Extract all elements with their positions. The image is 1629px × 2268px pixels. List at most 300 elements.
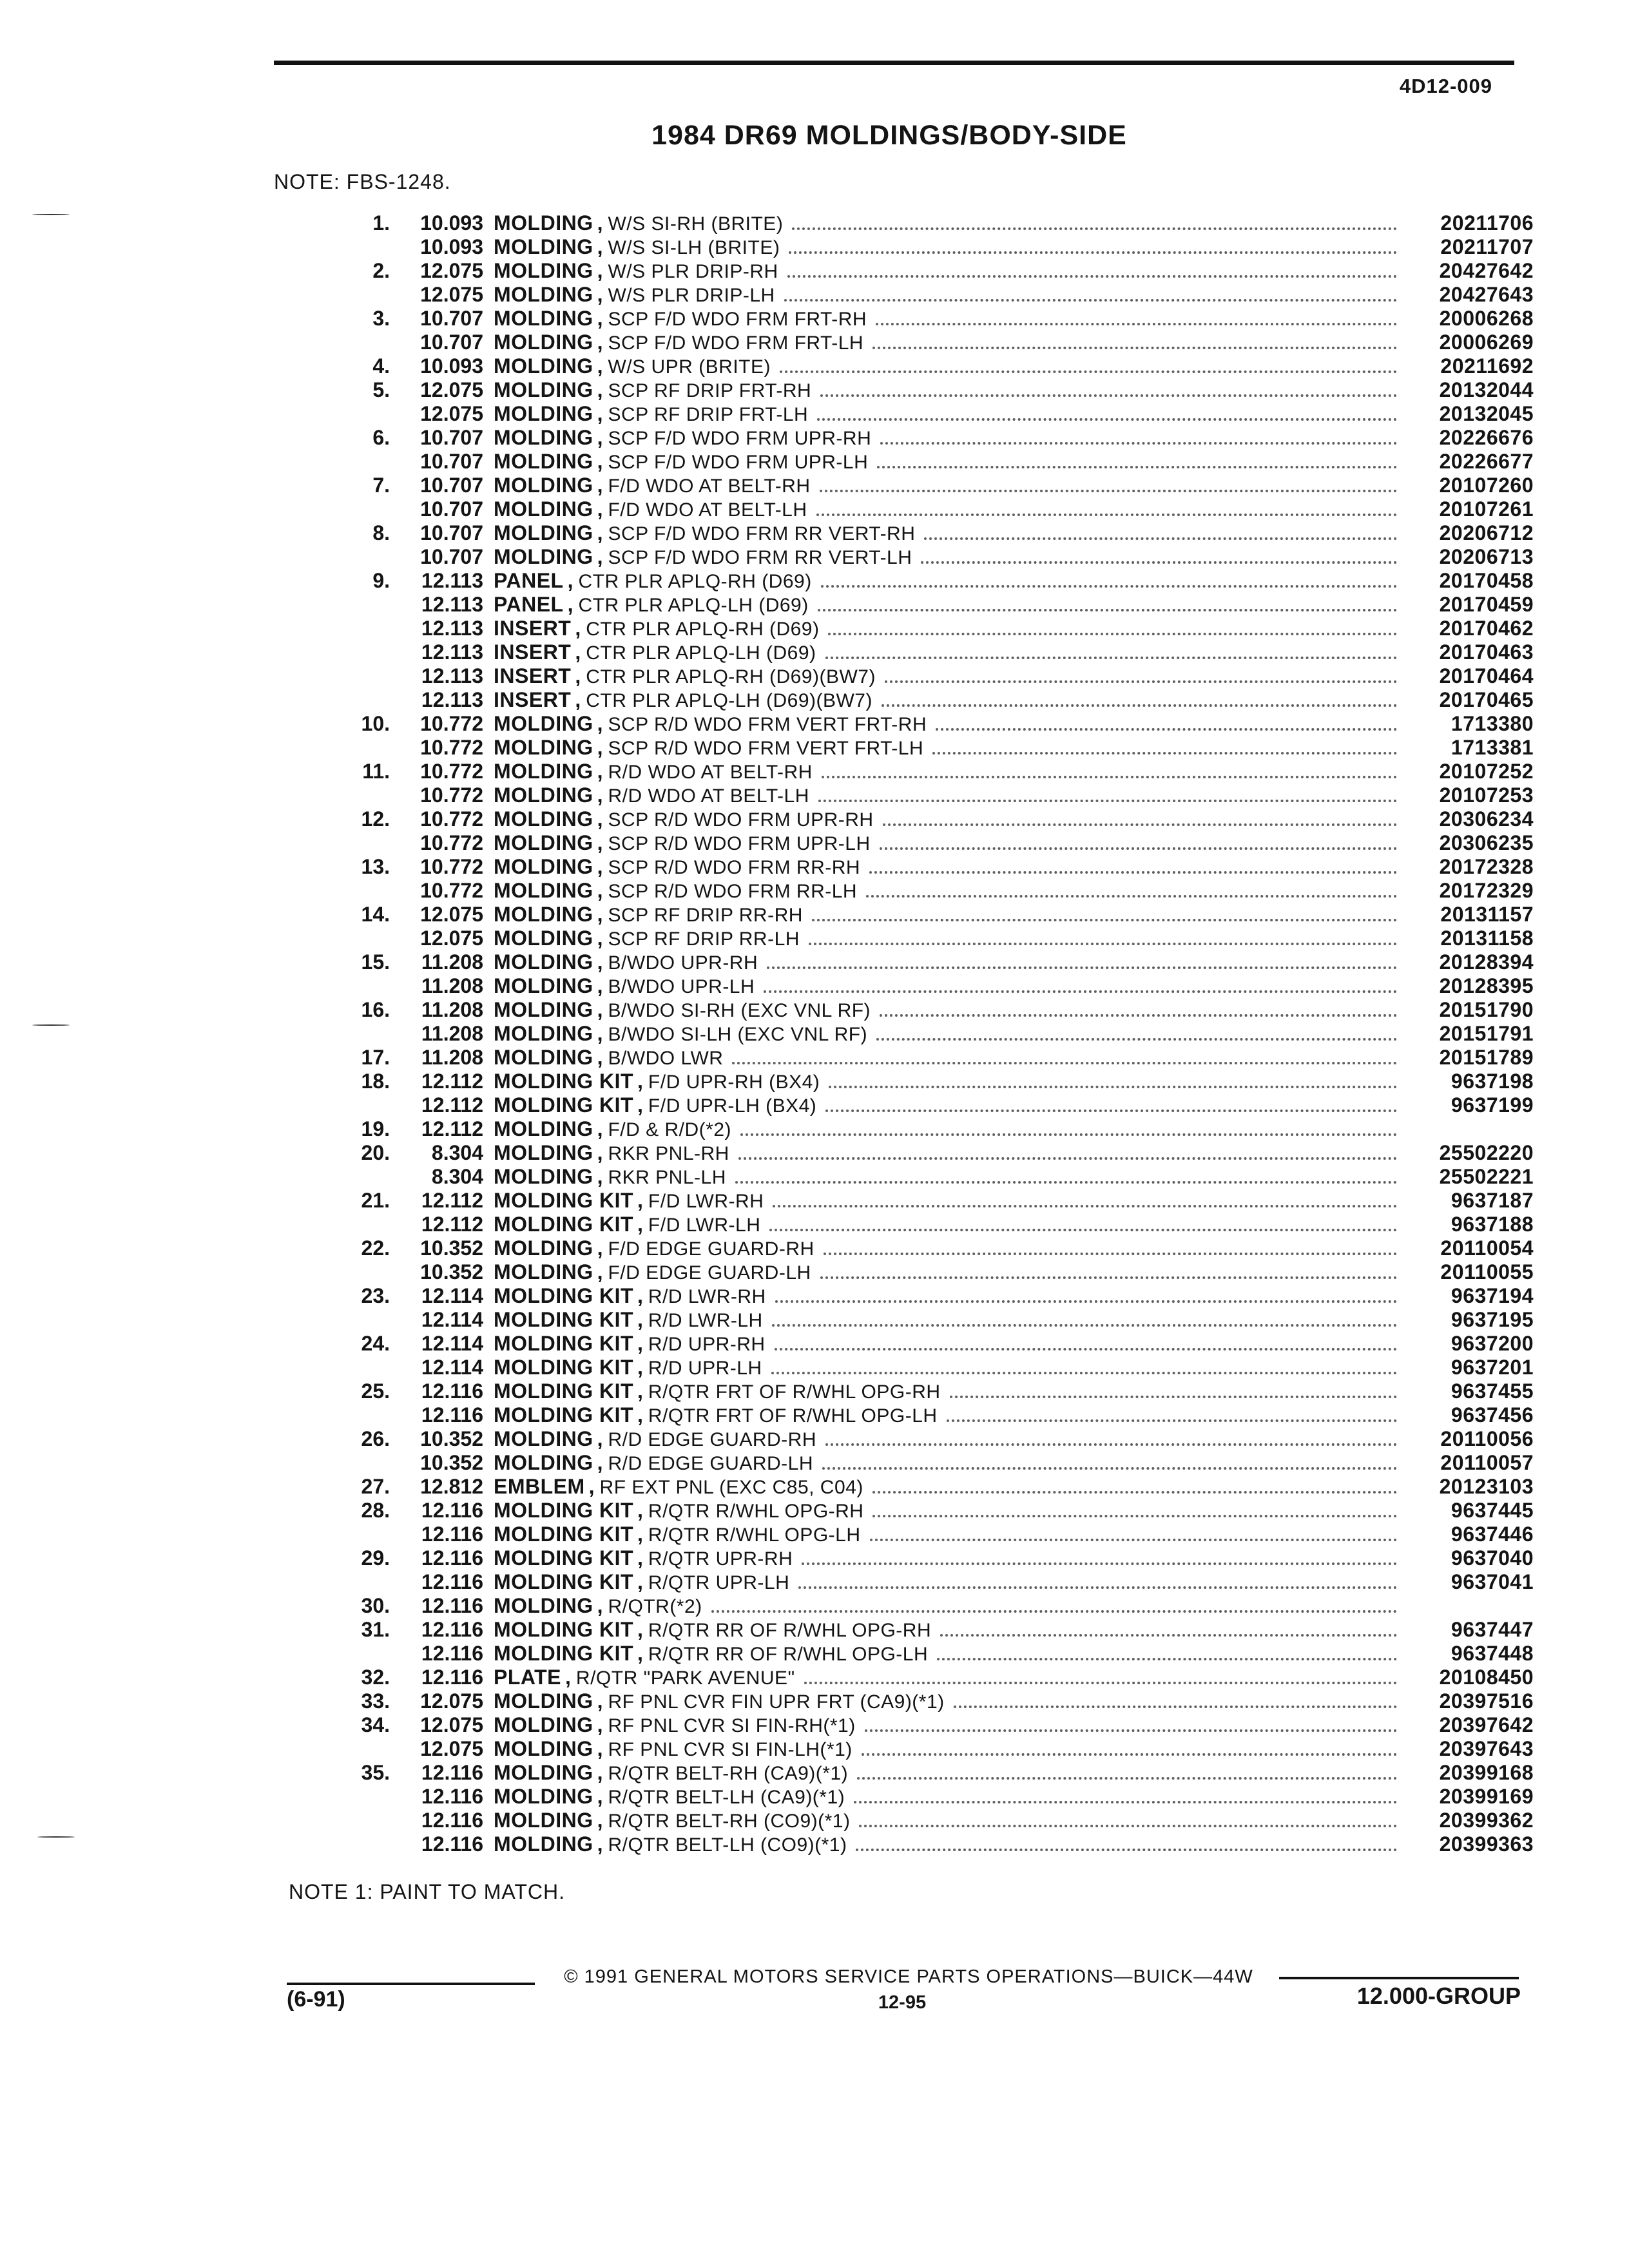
part-name: MOLDING xyxy=(494,497,593,521)
part-detail: SCP R/D WDO FRM RR-LH xyxy=(608,881,858,902)
part-number: 9637456 xyxy=(1451,1403,1534,1427)
part-row xyxy=(335,1761,1534,1785)
part-number: 20306235 xyxy=(1439,831,1534,854)
part-name: MOLDING xyxy=(494,1165,593,1188)
part-name: MOLDING KIT xyxy=(494,1356,634,1379)
part-description xyxy=(488,1713,1405,1738)
part-name: MOLDING xyxy=(494,855,593,878)
dot-leader xyxy=(812,912,1397,921)
group-code: 10.093 xyxy=(420,235,483,258)
group-code: 12.116 xyxy=(421,1499,483,1522)
dot-leader xyxy=(818,793,1397,802)
part-description xyxy=(488,1260,1405,1285)
part-description xyxy=(488,998,1405,1023)
comma-separator: , xyxy=(637,1356,643,1379)
dot-leader xyxy=(764,984,1397,993)
part-name: INSERT xyxy=(494,617,572,640)
item-number: 24. xyxy=(361,1332,390,1355)
part-description xyxy=(488,593,1405,617)
dot-leader xyxy=(829,1079,1397,1088)
part-description xyxy=(488,617,1405,641)
comma-separator: , xyxy=(597,1594,603,1617)
group-code: 12.116 xyxy=(421,1618,483,1641)
part-row xyxy=(335,1213,1534,1236)
part-detail: B/WDO UPR-LH xyxy=(608,976,755,997)
part-row xyxy=(335,1642,1534,1666)
part-number: 9637041 xyxy=(1451,1570,1534,1593)
part-name: MOLDING xyxy=(494,998,593,1021)
part-detail: CTR PLR APLQ-RH (D69)(BW7) xyxy=(586,666,876,687)
part-number: 9637448 xyxy=(1451,1642,1534,1665)
part-name: MOLDING xyxy=(494,831,593,854)
group-code: 10.772 xyxy=(420,783,483,807)
item-number: 11. xyxy=(362,760,390,783)
dot-leader xyxy=(809,936,1397,945)
part-row xyxy=(335,259,1534,283)
item-number: 16. xyxy=(361,998,390,1021)
part-description xyxy=(488,426,1405,450)
part-number: 20211706 xyxy=(1440,211,1534,235)
dot-leader xyxy=(772,1318,1397,1327)
dot-leader xyxy=(735,1175,1397,1184)
part-detail: W/S UPR (BRITE) xyxy=(608,356,771,378)
comma-separator: , xyxy=(575,688,581,711)
part-number: 20132044 xyxy=(1439,378,1534,401)
group-code: 12.113 xyxy=(421,569,483,592)
part-row xyxy=(335,903,1534,927)
group-code: 10.352 xyxy=(420,1427,483,1450)
part-description xyxy=(488,783,1405,808)
part-row xyxy=(335,450,1534,474)
comma-separator: , xyxy=(597,1117,603,1140)
item-number: 12. xyxy=(361,807,390,831)
dot-leader xyxy=(816,507,1397,516)
comma-separator: , xyxy=(597,1761,603,1784)
group-code: 12.075 xyxy=(420,259,483,282)
group-code: 11.208 xyxy=(421,974,483,997)
part-row xyxy=(335,1165,1534,1189)
part-number: 20170465 xyxy=(1439,688,1534,711)
comma-separator: , xyxy=(597,807,603,831)
part-description xyxy=(488,1546,1405,1571)
part-number: 20107252 xyxy=(1439,760,1534,783)
item-number: 23. xyxy=(361,1284,390,1307)
part-detail: SCP R/D WDO FRM VERT FRT-LH xyxy=(608,738,924,759)
part-name: MOLDING xyxy=(494,879,593,902)
group-code: 12.116 xyxy=(421,1403,483,1427)
part-detail: SCP F/D WDO FRM UPR-RH xyxy=(608,428,872,449)
part-detail: R/QTR R/WHL OPG-RH xyxy=(648,1501,864,1522)
item-number: 3. xyxy=(372,307,390,330)
footer-group: 12.000-GROUP xyxy=(1356,1983,1521,2009)
part-name: MOLDING xyxy=(494,1260,593,1283)
dot-leader xyxy=(711,1604,1397,1613)
part-description xyxy=(488,640,1405,665)
part-detail: R/D EDGE GUARD-RH xyxy=(608,1429,816,1450)
comma-separator: , xyxy=(567,593,574,616)
part-description xyxy=(488,1594,1405,1619)
item-number: 22. xyxy=(361,1236,390,1260)
part-detail: B/WDO SI-LH (EXC VNL RF) xyxy=(608,1024,868,1045)
part-row xyxy=(335,1308,1534,1332)
part-number: 20170459 xyxy=(1439,593,1534,616)
part-row xyxy=(335,569,1534,593)
group-code: 12.075 xyxy=(420,378,483,401)
footer-rule-left xyxy=(287,1983,535,1985)
group-code: 10.707 xyxy=(420,307,483,330)
part-row xyxy=(335,1284,1534,1308)
comma-separator: , xyxy=(597,760,603,783)
parts-list xyxy=(335,211,1534,1856)
part-description xyxy=(488,1666,1405,1690)
group-code: 12.112 xyxy=(421,1070,483,1093)
comma-separator: , xyxy=(597,736,603,759)
part-detail: R/D UPR-LH xyxy=(648,1358,762,1379)
part-number: 1713380 xyxy=(1451,712,1534,735)
dot-leader xyxy=(820,483,1397,492)
group-code: 11.208 xyxy=(421,1022,483,1045)
part-number: 20172329 xyxy=(1439,879,1534,902)
part-row xyxy=(335,1046,1534,1070)
comma-separator: , xyxy=(597,1809,603,1832)
comma-separator: , xyxy=(637,1070,643,1093)
group-code: 10.352 xyxy=(420,1451,483,1474)
part-number: 9637201 xyxy=(1451,1356,1534,1379)
comma-separator: , xyxy=(588,1475,595,1498)
part-number: 20397643 xyxy=(1439,1737,1534,1760)
comma-separator: , xyxy=(575,617,581,640)
part-name: MOLDING KIT xyxy=(494,1546,634,1570)
part-description xyxy=(488,1236,1405,1261)
part-number: 20110057 xyxy=(1440,1451,1534,1474)
comma-separator: , xyxy=(597,1022,603,1045)
dot-leader xyxy=(828,626,1397,635)
part-description xyxy=(488,474,1405,498)
part-detail: R/D UPR-RH xyxy=(648,1334,766,1355)
part-row xyxy=(335,474,1534,497)
part-row xyxy=(335,593,1534,617)
comma-separator: , xyxy=(597,1427,603,1450)
part-detail: B/WDO UPR-RH xyxy=(608,952,758,974)
part-description xyxy=(488,760,1405,784)
part-number: 9637195 xyxy=(1451,1308,1534,1331)
top-rule xyxy=(274,61,1514,65)
comma-separator: , xyxy=(567,569,574,592)
part-description xyxy=(488,1284,1405,1309)
part-name: MOLDING xyxy=(494,1737,593,1760)
part-name: EMBLEM xyxy=(494,1475,585,1498)
item-number: 20. xyxy=(361,1141,390,1164)
part-description xyxy=(488,736,1405,760)
group-code: 8.304 xyxy=(431,1165,483,1188)
dot-leader xyxy=(876,316,1397,325)
part-number: 20110056 xyxy=(1440,1427,1534,1450)
dot-leader xyxy=(820,388,1397,397)
group-code: 12.116 xyxy=(421,1546,483,1570)
part-description xyxy=(488,1785,1405,1809)
part-name: MOLDING xyxy=(494,259,593,282)
part-name: PANEL xyxy=(494,593,564,616)
comma-separator: , xyxy=(637,1308,643,1331)
item-number: 9. xyxy=(372,569,390,592)
part-number: 9637188 xyxy=(1451,1213,1534,1236)
part-detail: F/D UPR-LH (BX4) xyxy=(648,1095,817,1117)
part-row xyxy=(335,1403,1534,1427)
part-number: 20107253 xyxy=(1439,783,1534,807)
dot-leader xyxy=(792,221,1397,230)
dot-leader xyxy=(947,1413,1397,1422)
part-row xyxy=(335,1022,1534,1046)
part-row xyxy=(335,402,1534,426)
part-description xyxy=(488,259,1405,284)
comma-separator: , xyxy=(597,1737,603,1760)
part-row xyxy=(335,640,1534,664)
dot-leader xyxy=(872,1485,1397,1494)
part-name: MOLDING xyxy=(494,331,593,354)
part-description xyxy=(488,879,1405,903)
part-name: MOLDING xyxy=(494,927,593,950)
part-name: MOLDING KIT xyxy=(494,1403,634,1427)
dot-leader xyxy=(822,1461,1397,1470)
part-row xyxy=(335,354,1534,378)
part-detail: CTR PLR APLQ-LH (D69) xyxy=(586,642,816,664)
part-row xyxy=(335,688,1534,712)
part-description xyxy=(488,1475,1405,1499)
part-description xyxy=(488,569,1405,593)
dot-leader xyxy=(854,1794,1397,1803)
part-description xyxy=(488,1570,1405,1595)
part-number: 9637446 xyxy=(1451,1523,1534,1546)
part-row xyxy=(335,807,1534,831)
dot-leader xyxy=(771,1365,1397,1374)
dot-leader xyxy=(924,531,1397,540)
part-detail: RKR PNL-RH xyxy=(608,1143,729,1164)
part-detail: W/S PLR DRIP-LH xyxy=(608,285,775,306)
comma-separator: , xyxy=(637,1213,643,1236)
part-name: MOLDING xyxy=(494,1689,593,1713)
comma-separator: , xyxy=(637,1189,643,1212)
part-row xyxy=(335,1356,1534,1379)
part-description xyxy=(488,1308,1405,1332)
part-detail: SCP RF DRIP RR-RH xyxy=(608,905,803,926)
part-detail: B/WDO SI-RH (EXC VNL RF) xyxy=(608,1000,871,1021)
part-name: MOLDING xyxy=(494,450,593,473)
part-name: MOLDING xyxy=(494,1832,593,1856)
part-number: 20397642 xyxy=(1439,1713,1534,1736)
group-code: 12.075 xyxy=(420,927,483,950)
part-name: MOLDING xyxy=(494,783,593,807)
part-name: MOLDING KIT xyxy=(494,1189,634,1212)
part-number: 20110054 xyxy=(1440,1236,1534,1260)
part-row xyxy=(335,307,1534,331)
part-number: 20132045 xyxy=(1439,402,1534,425)
item-number: 35. xyxy=(361,1761,390,1784)
dot-leader xyxy=(936,722,1397,731)
dot-leader xyxy=(954,1699,1397,1708)
comma-separator: , xyxy=(637,1093,643,1117)
group-code: 10.772 xyxy=(420,855,483,878)
part-number: 25502221 xyxy=(1439,1165,1534,1188)
item-number: 25. xyxy=(361,1379,390,1403)
comma-separator: , xyxy=(597,354,603,378)
part-row xyxy=(335,1594,1534,1618)
part-description xyxy=(488,378,1405,403)
part-row xyxy=(335,950,1534,974)
group-code: 10.772 xyxy=(420,736,483,759)
dot-leader xyxy=(825,650,1398,659)
part-description xyxy=(488,903,1405,927)
part-name: MOLDING KIT xyxy=(494,1284,634,1307)
comma-separator: , xyxy=(597,1451,603,1474)
comma-separator: , xyxy=(597,545,603,568)
part-name: INSERT xyxy=(494,688,572,711)
comma-separator: , xyxy=(637,1523,643,1546)
part-number: 20399362 xyxy=(1439,1809,1534,1832)
part-name: MOLDING xyxy=(494,736,593,759)
part-number: 20128394 xyxy=(1439,950,1534,974)
comma-separator: , xyxy=(597,331,603,354)
comma-separator: , xyxy=(597,307,603,330)
comma-separator: , xyxy=(597,1713,603,1736)
group-code: 10.352 xyxy=(420,1236,483,1260)
part-name: MOLDING xyxy=(494,974,593,997)
part-detail: SCP RF DRIP RR-LH xyxy=(608,928,800,950)
part-description xyxy=(488,1093,1405,1118)
part-row xyxy=(335,1546,1534,1570)
part-number: 25502220 xyxy=(1439,1141,1534,1164)
part-detail: R/QTR(*2) xyxy=(608,1596,702,1617)
comma-separator: , xyxy=(597,927,603,950)
part-number: 9637199 xyxy=(1451,1093,1534,1117)
doc-number: 4D12-009 xyxy=(1399,75,1492,97)
part-name: MOLDING xyxy=(494,1046,593,1069)
part-row xyxy=(335,521,1534,545)
dot-leader xyxy=(882,698,1397,707)
part-description xyxy=(488,807,1405,832)
part-row xyxy=(335,1618,1534,1642)
group-code: 12.116 xyxy=(421,1570,483,1593)
part-detail: SCP RF DRIP FRT-LH xyxy=(608,404,809,425)
group-code: 10.707 xyxy=(420,450,483,473)
part-name: MOLDING xyxy=(494,1117,593,1140)
part-detail: R/QTR FRT OF R/WHL OPG-RH xyxy=(648,1381,941,1403)
punch-hole-mark xyxy=(32,214,70,215)
dot-leader xyxy=(804,1675,1397,1684)
comma-separator: , xyxy=(597,879,603,902)
group-code: 10.707 xyxy=(420,331,483,354)
part-detail: SCP R/D WDO FRM VERT FRT-RH xyxy=(608,714,927,735)
part-description xyxy=(488,1070,1405,1094)
part-name: MOLDING xyxy=(494,1785,593,1808)
part-number: 20399169 xyxy=(1439,1785,1534,1808)
comma-separator: , xyxy=(597,450,603,473)
part-name: MOLDING xyxy=(494,1713,593,1736)
part-row xyxy=(335,760,1534,783)
part-detail: SCP R/D WDO FRM RR-RH xyxy=(608,857,861,878)
dot-leader xyxy=(824,1246,1397,1255)
group-code: 12.114 xyxy=(421,1356,483,1379)
part-detail: F/D WDO AT BELT-RH xyxy=(608,476,811,497)
comma-separator: , xyxy=(637,1284,643,1307)
dot-leader xyxy=(787,269,1397,278)
item-number: 27. xyxy=(361,1475,390,1498)
group-code: 10.093 xyxy=(420,354,483,378)
dot-leader xyxy=(817,412,1397,421)
group-code: 11.208 xyxy=(421,950,483,974)
part-name: MOLDING xyxy=(494,1427,593,1450)
comma-separator: , xyxy=(637,1379,643,1403)
comma-separator: , xyxy=(575,640,581,664)
group-code: 12.116 xyxy=(421,1642,483,1665)
part-detail: F/D EDGE GUARD-LH xyxy=(608,1262,811,1283)
group-code: 10.707 xyxy=(420,521,483,544)
part-row xyxy=(335,855,1534,879)
part-name: MOLDING xyxy=(494,235,593,258)
part-detail: R/QTR BELT-RH (CO9)(*1) xyxy=(608,1811,851,1832)
part-row xyxy=(335,1451,1534,1475)
part-description xyxy=(488,354,1405,379)
part-name: MOLDING xyxy=(494,903,593,926)
group-code: 12.116 xyxy=(421,1761,483,1784)
part-description xyxy=(488,1737,1405,1762)
part-number: 20107261 xyxy=(1439,497,1534,521)
part-description xyxy=(488,1213,1405,1237)
item-number: 26. xyxy=(361,1427,390,1450)
part-description xyxy=(488,545,1405,570)
part-number: 20131158 xyxy=(1440,927,1534,950)
part-detail: CTR PLR APLQ-LH (D69)(BW7) xyxy=(586,690,872,711)
part-row xyxy=(335,1189,1534,1213)
comma-separator: , xyxy=(597,283,603,306)
part-name: MOLDING xyxy=(494,712,593,735)
item-number: 14. xyxy=(361,903,390,926)
group-code: 10.352 xyxy=(420,1260,483,1283)
group-code: 12.113 xyxy=(421,688,483,711)
group-code: 12.114 xyxy=(421,1332,483,1355)
part-name: MOLDING KIT xyxy=(494,1642,634,1665)
dot-leader xyxy=(869,865,1397,874)
part-number: 20399363 xyxy=(1439,1832,1534,1856)
part-row xyxy=(335,712,1534,736)
footer-page-number: 12-95 xyxy=(878,1992,927,2013)
part-row xyxy=(335,1332,1534,1356)
dot-leader xyxy=(780,364,1397,373)
part-name: MOLDING KIT xyxy=(494,1213,634,1236)
part-number: 20206712 xyxy=(1439,521,1534,544)
comma-separator: , xyxy=(565,1666,571,1689)
part-description xyxy=(488,831,1405,856)
part-description xyxy=(488,1117,1405,1142)
part-number: 20110055 xyxy=(1440,1260,1534,1283)
part-row xyxy=(335,1809,1534,1832)
group-code: 10.707 xyxy=(420,474,483,497)
part-row xyxy=(335,1260,1534,1284)
part-name: MOLDING xyxy=(494,378,593,401)
part-description xyxy=(488,1356,1405,1380)
comma-separator: , xyxy=(597,402,603,425)
item-number: 1. xyxy=(372,211,390,235)
group-code: 12.113 xyxy=(421,593,483,616)
part-description xyxy=(488,1189,1405,1213)
comma-separator: , xyxy=(597,259,603,282)
part-detail: SCP F/D WDO FRM UPR-LH xyxy=(608,452,869,473)
part-row xyxy=(335,1832,1534,1856)
dot-leader xyxy=(921,555,1397,564)
item-number: 30. xyxy=(361,1594,390,1617)
part-row xyxy=(335,1236,1534,1260)
comma-separator: , xyxy=(575,664,581,687)
part-name: MOLDING xyxy=(494,402,593,425)
